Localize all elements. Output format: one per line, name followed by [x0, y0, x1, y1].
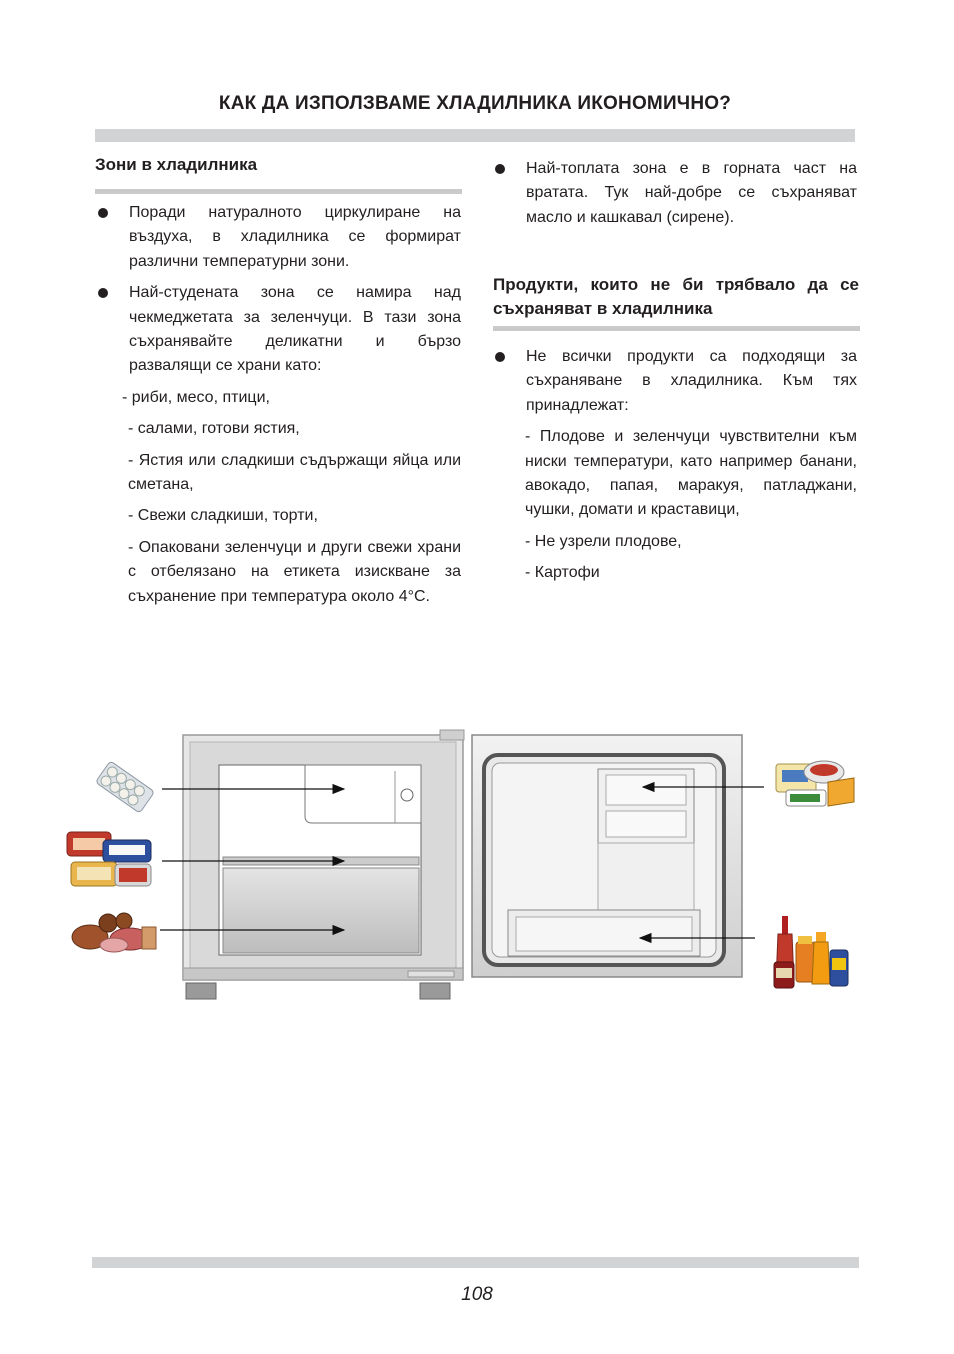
- list-item: [492, 345, 857, 418]
- bullet-text: Най-топлата зона е в горната част на вратата. Тук най-добре се съхраняват масло и кашкавал (сирене).: [526, 160, 857, 226]
- fridge-diagram: [60, 725, 860, 1010]
- product-item: - Не узрели плодове,: [525, 532, 682, 550]
- page-title: КАК ДА ИЗПОЛЗВАМЕ ХЛАДИЛНИКА ИКОНОМИЧНО?: [218, 93, 732, 114]
- list-item: [492, 157, 857, 230]
- fridge-door: [472, 735, 742, 977]
- food-item: - Ястия или сладкиши съдържащи яйца или сметана,: [128, 451, 461, 494]
- right-column-top: [492, 157, 857, 237]
- butter-cheese-image: [772, 754, 856, 812]
- bottles-jars-image: [772, 912, 852, 992]
- meat-products-image: [70, 907, 158, 955]
- product-item: - Плодове и зеленчуци чувствителни към ниски температури, като например банани, авокадо, папая, маракуя, патладжани, чушки, домати и краставици,: [525, 428, 857, 519]
- food-item: - Опаковани зеленчуци и други свежи храни с отбелязано на етикета изискване за съхранение при температура около 4°C.: [128, 538, 461, 605]
- bullet-text: Не всички продукти са подходящи за съхраняване в хладилника. Към тях принадлежат:: [526, 348, 857, 414]
- bullet-icon: [98, 208, 108, 218]
- list-item: [95, 201, 461, 274]
- page-number: 108: [461, 1284, 493, 1305]
- food-item: - салами, готови ястия,: [128, 420, 300, 438]
- zones-heading-rule: [95, 189, 462, 194]
- list-item: [95, 281, 461, 379]
- zones-heading: Зони в хладилника: [95, 155, 258, 174]
- fridge-cabinet: [183, 730, 464, 999]
- bullet-icon: [98, 288, 108, 298]
- bullet-text: Поради натуралното циркулиране на въздуха, в хладилника се формират различни температурни зони.: [129, 204, 461, 270]
- bullet-text: Най-студената зона се намира над чекмеджетата за зеленчуци. В тази зона съхранявайте деликатни и бързо развалящи се храни като:: [129, 284, 461, 375]
- food-item: - риби, месо, птици,: [122, 388, 270, 406]
- left-column: [95, 201, 461, 616]
- eggs-image: [92, 756, 158, 818]
- packaged-meals-image: [63, 826, 156, 892]
- bullet-icon: [495, 164, 505, 174]
- title-rule: [95, 129, 855, 142]
- food-item: - Свежи сладкиши, торти,: [128, 507, 318, 525]
- footer-rule: [92, 1257, 859, 1268]
- bullet-icon: [495, 352, 505, 362]
- unsuitable-products-heading: Продукти, които не би трябвало да се съхраняват в хладилника: [493, 275, 859, 318]
- unsuitable-heading-rule: [493, 326, 860, 331]
- product-item: - Картофи: [525, 564, 600, 582]
- right-column: [492, 345, 857, 593]
